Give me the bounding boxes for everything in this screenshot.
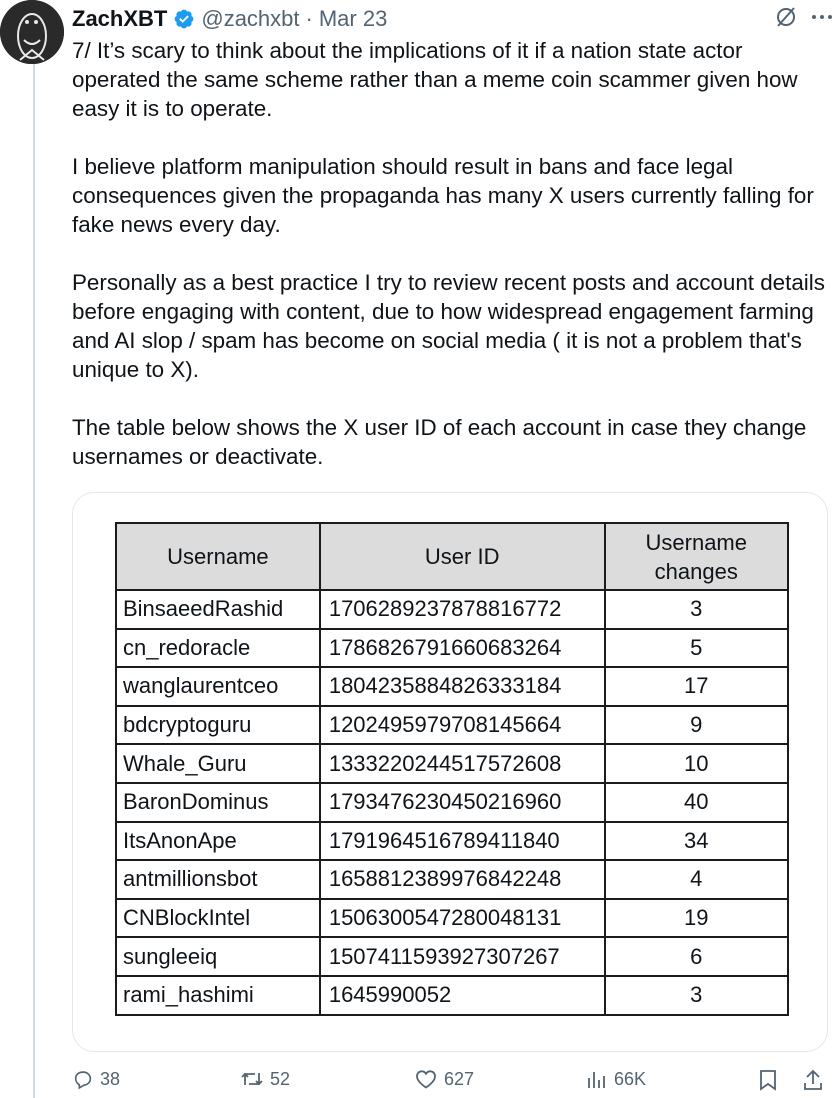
user-id-cell: 1645990052 [320, 976, 605, 1015]
separator-dot: · [305, 6, 313, 31]
reply-button[interactable] [72, 1068, 120, 1090]
username-cell: Whale_Guru [116, 744, 320, 783]
tweet-media-image[interactable] [72, 492, 828, 1052]
avatar[interactable] [0, 0, 64, 64]
share-icon [802, 1068, 824, 1092]
grok-icon[interactable] [773, 4, 799, 30]
username-cell: ItsAnonApe [116, 822, 320, 861]
avatar-image [0, 0, 64, 64]
user-id-table [115, 522, 789, 1016]
author-handle[interactable]: @zachxbt [201, 6, 300, 31]
changes-cell: 10 [605, 744, 788, 783]
repost-icon [240, 1068, 264, 1090]
user-id-cell: 1202495979708145664 [320, 706, 605, 745]
table-row [116, 783, 788, 822]
thread-line [33, 64, 35, 1098]
tweet-actions [72, 1068, 832, 1098]
table-row [116, 860, 788, 899]
username-cell: BaronDominus [116, 783, 320, 822]
tweet-date[interactable]: Mar 23 [318, 6, 388, 31]
table-row [116, 899, 788, 938]
verified-badge-icon [173, 8, 195, 30]
column-header-user-id: User ID [320, 523, 605, 590]
table-row [116, 667, 788, 706]
table-row [116, 590, 788, 629]
user-id-cell: 1507411593927307267 [320, 937, 605, 976]
views-button[interactable] [586, 1068, 646, 1090]
tweet-text [72, 36, 832, 471]
user-id-cell: 1506300547280048131 [320, 899, 605, 938]
user-id-cell: 1791964516789411840 [320, 822, 605, 861]
table-row [116, 744, 788, 783]
tweet-paragraph: 7/ It’s scary to think about the implications of it if a nation state actor operated the same scheme rather than a meme coin scammer given how easy it is to operate. [72, 38, 798, 121]
changes-cell: 4 [605, 860, 788, 899]
changes-cell: 5 [605, 629, 788, 668]
changes-cell: 3 [605, 590, 788, 629]
tweet-paragraph: The table below shows the X user ID of each account in case they change usernames or deactivate. [72, 415, 807, 469]
username-cell: CNBlockIntel [116, 899, 320, 938]
user-id-cell: 1793476230450216960 [320, 783, 605, 822]
column-header-username-changes-label: Username changes [645, 529, 747, 584]
like-count: 627 [444, 1068, 475, 1089]
tweet-paragraph: I believe platform manipulation should result in bans and face legal consequences given the propaganda has many X users currently falling for fake news every day. [72, 154, 814, 237]
user-id-cell: 1706289237878816772 [320, 590, 605, 629]
user-id-cell: 1786826791660683264 [320, 629, 605, 668]
table-row [116, 937, 788, 976]
table-row [116, 976, 788, 1015]
username-cell: cn_redoracle [116, 629, 320, 668]
reply-count: 38 [100, 1068, 121, 1089]
table-row [116, 822, 788, 861]
bookmark-icon [758, 1068, 778, 1092]
share-button[interactable] [802, 1068, 824, 1092]
user-id-cell: 1804235884826333184 [320, 667, 605, 706]
changes-cell: 3 [605, 976, 788, 1015]
column-header-username: Username [116, 523, 320, 590]
username-cell: rami_hashimi [116, 976, 320, 1015]
table-header-row [116, 523, 788, 590]
table-row [116, 706, 788, 745]
username-cell: wanglaurentceo [116, 667, 320, 706]
user-id-cell: 1658812389976842248 [320, 860, 605, 899]
repost-button[interactable] [240, 1068, 290, 1090]
like-button[interactable] [414, 1068, 474, 1090]
changes-cell: 6 [605, 937, 788, 976]
tweet-header [72, 4, 835, 34]
changes-cell: 19 [605, 899, 788, 938]
changes-cell: 17 [605, 667, 788, 706]
more-options-icon[interactable] [809, 4, 835, 30]
username-cell: sungleeiq [116, 937, 320, 976]
views-count: 66K [614, 1068, 647, 1089]
author-name[interactable]: ZachXBT [72, 6, 168, 31]
username-cell: antmillionsbot [116, 860, 320, 899]
user-id-cell: 1333220244517572608 [320, 744, 605, 783]
reply-icon [72, 1068, 94, 1090]
tweet-paragraph: Personally as a best practice I try to review recent posts and account details before engaging with content, due to how widespread engagement farming and AI slop / spam has become on social media ( it is not a problem that's unique to X). [72, 270, 825, 382]
changes-cell: 9 [605, 706, 788, 745]
views-bar-chart-icon [586, 1068, 608, 1090]
table-row [116, 629, 788, 668]
username-cell: BinsaeedRashid [116, 590, 320, 629]
bookmark-button[interactable] [758, 1068, 778, 1092]
repost-count: 52 [270, 1068, 291, 1089]
heart-icon [414, 1068, 438, 1090]
changes-cell: 34 [605, 822, 788, 861]
changes-cell: 40 [605, 783, 788, 822]
username-cell: bdcryptoguru [116, 706, 320, 745]
column-header-username-changes [605, 523, 788, 590]
